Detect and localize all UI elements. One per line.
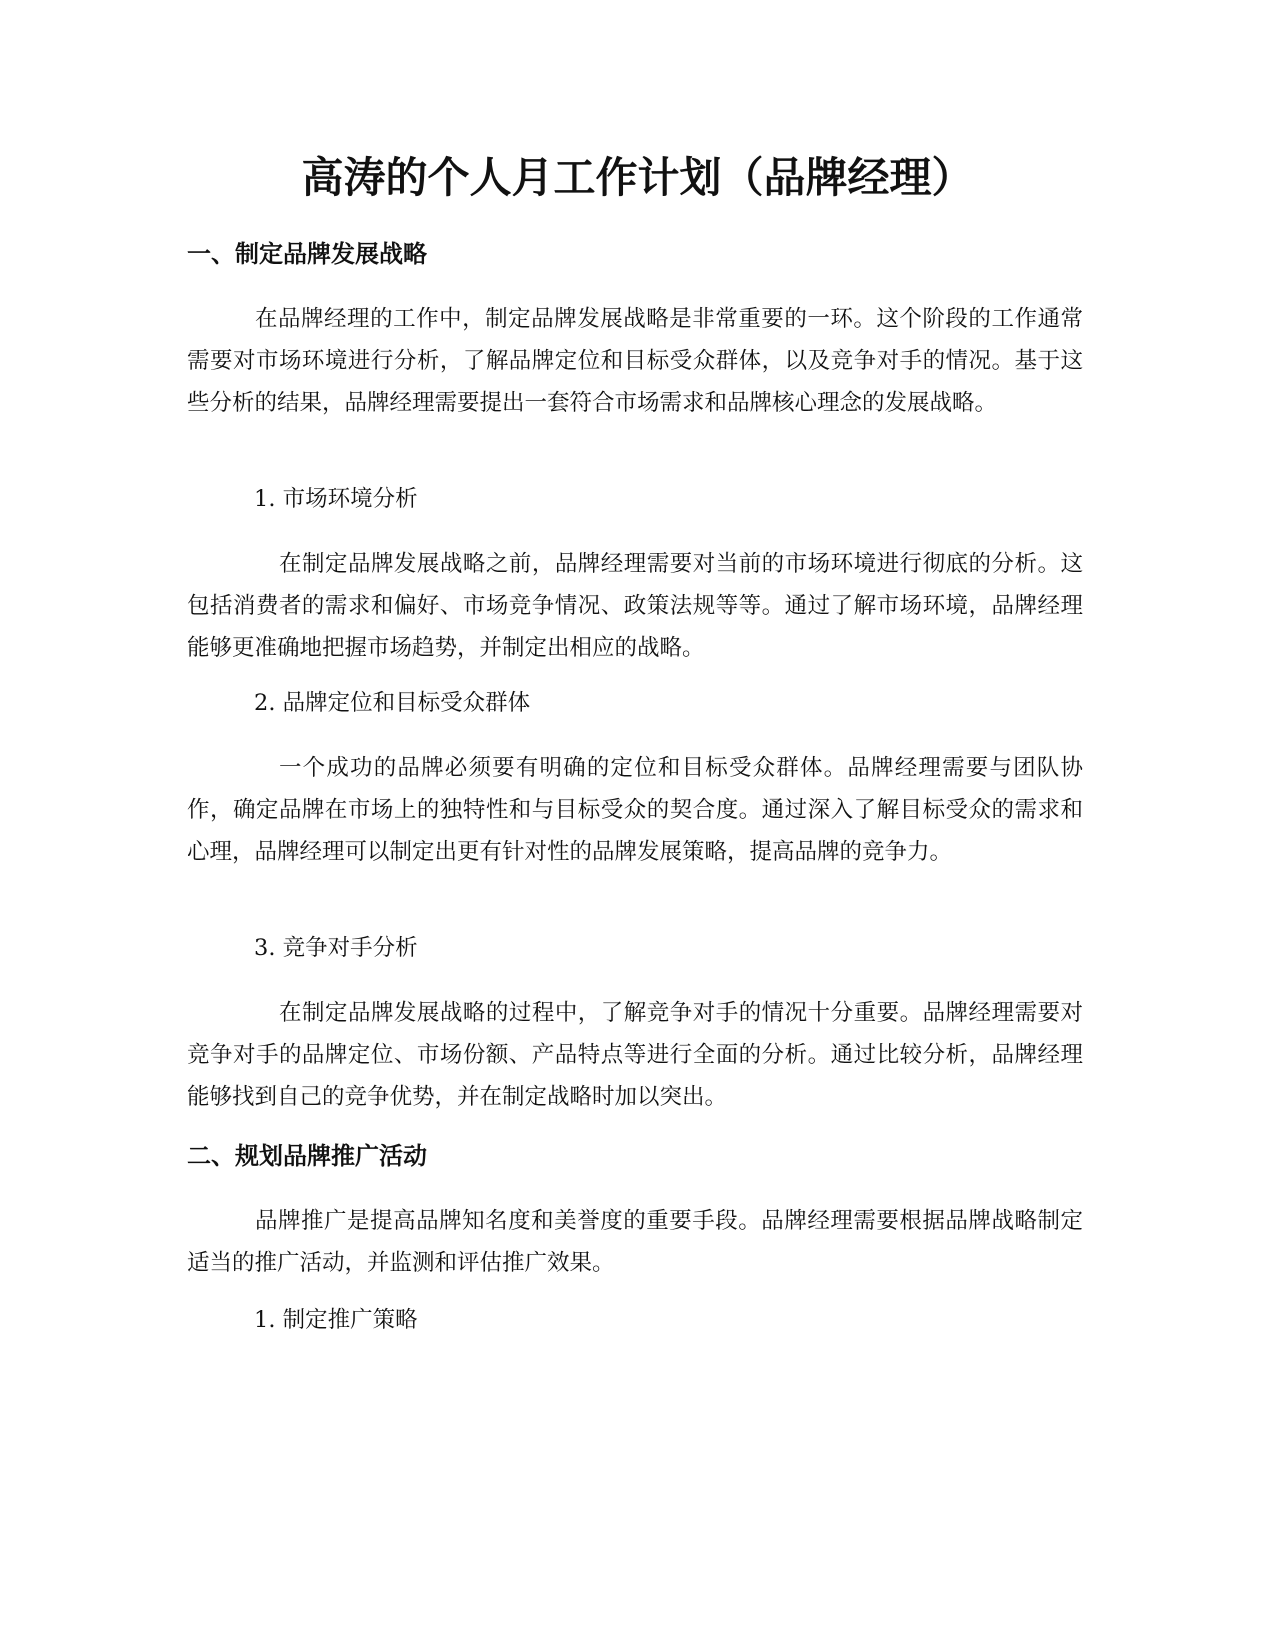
page-title: 高涛的个人月工作计划（品牌经理）	[301, 153, 974, 202]
list-item-label: 3. 竞争对手分析	[254, 935, 418, 961]
section-intro-paragraph: 品牌推广是提高品牌知名度和美誉度的重要手段。品牌经理需要根据品牌战略制定适当的推广活动，并监测和评估推广效果。	[187, 1208, 1083, 1276]
section-heading: 二、规划品牌推广活动	[187, 1142, 427, 1170]
section-heading: 一、制定品牌发展战略	[187, 240, 427, 268]
section-intro-paragraph: 在品牌经理的工作中，制定品牌发展战略是非常重要的一环。这个阶段的工作通常需要对市场环境进行分析，了解品牌定位和目标受众群体，以及竞争对手的情况。基于这些分析的结果，品牌经理需要提出一套符合市场需求和品牌核心理念的发展战略。	[187, 306, 1083, 416]
list-item-paragraph: 一个成功的品牌必须要有明确的定位和目标受众群体。品牌经理需要与团队协作，确定品牌在市场上的独特性和与目标受众的契合度。通过深入了解目标受众的需求和心理，品牌经理可以制定出更有针对性的品牌发展策略，提高品牌的竞争力。	[187, 755, 1083, 865]
list-item-label: 1. 市场环境分析	[254, 486, 418, 512]
list-item-label: 1. 制定推广策略	[254, 1307, 418, 1333]
list-item-paragraph: 在制定品牌发展战略之前，品牌经理需要对当前的市场环境进行彻底的分析。这包括消费者的需求和偏好、市场竞争情况、政策法规等等。通过了解市场环境，品牌经理能够更准确地把握市场趋势，并制定出相应的战略。	[187, 551, 1083, 661]
list-item-label: 2. 品牌定位和目标受众群体	[254, 690, 531, 716]
list-item-paragraph: 在制定品牌发展战略的过程中，了解竞争对手的情况十分重要。品牌经理需要对竞争对手的品牌定位、市场份额、产品特点等进行全面的分析。通过比较分析，品牌经理能够找到自己的竞争优势，并在制定战略时加以突出。	[187, 1000, 1083, 1110]
